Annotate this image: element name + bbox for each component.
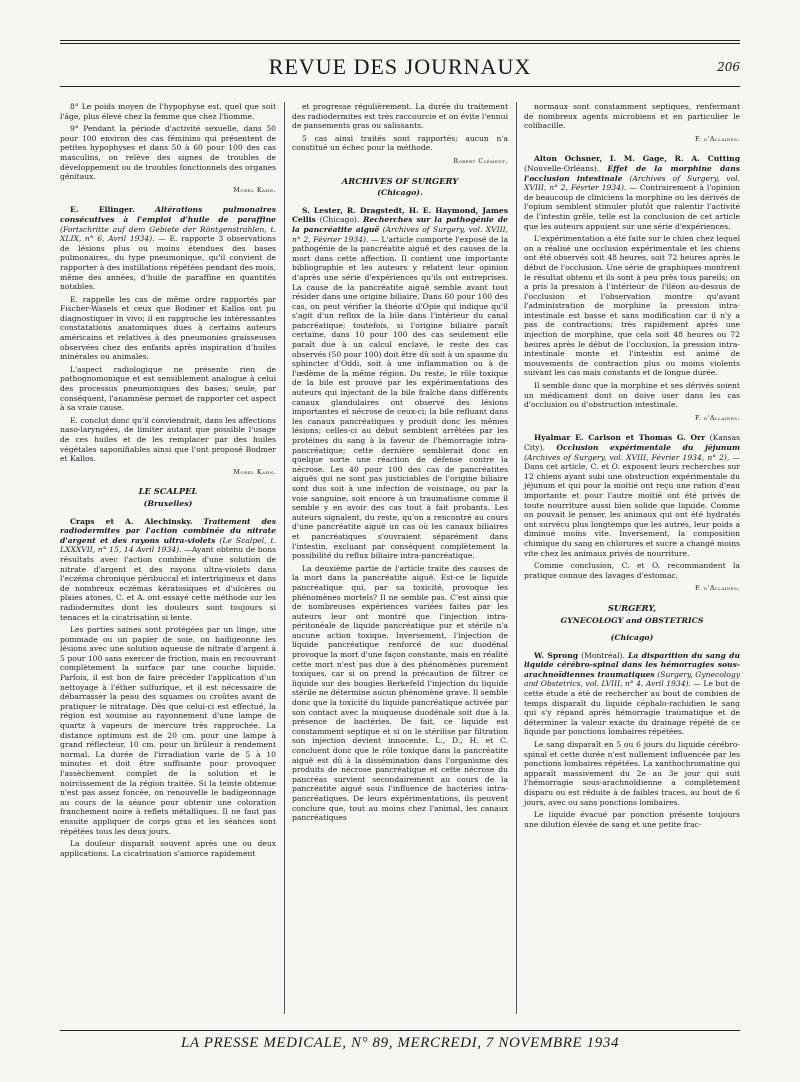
article-body: — E. rapporte 3 observations de lésions plus ou moins étendues des bases pulmonaires, du type pneumonique, qu'il convient de rapporter à des instillations répétées pendant des mois, même des années, d'huile de paraffine en quantités notables. [60, 234, 276, 292]
journal-section-title: ARCHIVES OF SURGERY [341, 175, 459, 186]
article-authors: S. Lester, R. Dragstedt, H. E. Haymond, James Cellis [292, 205, 508, 225]
article-authors: Hyalmar E. Carlson et Thomas G. Orr [534, 433, 706, 443]
author-signature: F. d'Allaines. [694, 134, 740, 143]
article-title: Recherches sur la pathogénie de la pancréatite aiguë [292, 215, 509, 234]
paragraph: 5 cas ainsi traités sont rapportés; aucun n'a constitué un échec pour la méthode. [292, 133, 508, 153]
article-header [60, 205, 276, 291]
article-source: (Archives of Surgery, vol. XVIII, n° 2, Février 1934). [524, 173, 740, 193]
masthead [60, 54, 740, 82]
paragraph: normaux sont constamment septiques, renfermant de nombreux agents microbiens et en particulier le colibacille. [524, 102, 740, 131]
article-body: — Contrairement à l'opinion de beaucoup de cliniciens la morphine ou les dérivés de l'opium semblent stimuler plutôt que ralentir l'activité de l'intestin grêle, telle est la conclusion de cet article que les auteurs appuient sur une série d'expériences. [524, 183, 740, 231]
article-authors: Craps et A. Alechinsky. [70, 516, 193, 526]
article-source: (Surgery, Gynecology and Obstetrics, vol. LVIII, n° 4, Avril 1934). [524, 669, 740, 689]
article-city: (Kansas City). [524, 433, 740, 452]
author-signature: Morel Kahn. [233, 185, 276, 194]
article-title: Altérations pulmonaires consécutives à l'emploi d'huile de paraffine [60, 205, 276, 224]
column-2 [292, 102, 508, 826]
column-3 [524, 102, 740, 832]
article-source: (Le Scalpel, t. LXXXVII, n° 15, 14 Avril 1934). [60, 535, 276, 555]
page-footer [60, 1030, 740, 1052]
journal-city: (Chicago). [377, 188, 423, 198]
paragraph: Les parties saines sont protégées par un linge, une pommade ou un papier de soie, on badigeonne les lésions avec une solution aqueuse de nitrate d'argent à 5 pour 100 sans exercer de friction, mais en recouvrant complètement la surface par une couche liquide. Parfois, il est bon de faire précéder l'application d'un nettoyage à l'éther sulfurique, et il est nécessaire de débarrasser la peau des squames ou croûtes avant de pratiquer le nitratage. Dès que celui-ci est effectué, la région est soumise au rayonnement d'une lampe de quartz à vapeurs de mercure très rapprochée. La distance optimum est de 20 cm. pour une lampe à grand réflecteur, 10 cm. pour un brûleur à rendement normal. La durée de l'irradiation varie de 5 à 10 minutes et doit être suffisante pour provoquer l'assèchement complet de la solution et le noircissement de la région traitée. Si la teinte obtenue n'est pas assez foncée, on renouvelle le badigeonnage au cours de la séance pour obtenir une coloration franchement noire à reflets métalliques. Il ne faut pas ensuite appliquer de corps gras et les séances sont répétées tous les deux jours. [60, 625, 276, 836]
article-body: — Dans cet article, C. et O. exposent leurs recherches sur 12 chiens ayant subi une obstruction expérimentale du jéjunum et qui pour la moitié ont reçu une ration d'eau importante et pour l'autre moitié ont été privés de toute nourriture aussi bien solide que liquide. Comme on pouvait le penser, les animaux qui ont été hydratés ont survécu plus longtemps que les autres, leur poids a diminué moins vite. Inversement, la composition chimique du sang en chlorures et sucre a changé moins vite chez les animaux privés de nourriture. [524, 452, 740, 558]
paragraph: La douleur disparaît souvent après une ou deux applications. La cicatrisation s'amorce rapidement [60, 839, 276, 858]
article-city: (Montréal). [578, 650, 629, 660]
article-source: (Archives of Surgery, vol. XVIII, Février 1934, n° 2), [524, 452, 730, 462]
journal-page [60, 40, 740, 1050]
journal-section-title: SURGERY, [607, 602, 657, 613]
author-signature: Robert Clément. [453, 156, 508, 165]
article-authors: E. Ellinger. [70, 205, 135, 215]
author-signature: F. d'Allaines. [694, 584, 740, 593]
journal-city: (Bruxelles) [143, 498, 193, 508]
footer-text: LA PRESSE MEDICALE, N° 89, MERCREDI, 7 NOVEMBRE 1934 [180, 1035, 620, 1051]
article-header [524, 651, 740, 737]
column-divider [516, 102, 517, 1014]
article-header [60, 517, 276, 623]
paragraph: Le sang disparaît en 5 ou 6 jours du liquide cérébro-spinal et cette durée n'est nullement influencée par les ponctions lombaires répétées. La xanthochromatine qui apparaît massivement du 2e au 3e jour qui suit l'hémorragie sous-arachnoïdienne a complètement disparu ou est réduite à de faibles traces, au bout de 6 jours, avec ou sans ponctions lombaires. [524, 740, 740, 807]
top-rule [60, 40, 740, 41]
article-city: (Nouvelle-Orléans). [524, 163, 608, 173]
paragraph: E. rappelle les cas de même ordre rapportés par Fischer-Wasels et ceux que Bodmer et Kallos ont pu diagnostiquer in vivo; il en rapproche les intéressantes constatations anatomiques dues à certains auteurs américains et relatives à des pneumonies graisseuses observées chez des enfants après inspiration d'huiles minérales ou animales. [60, 294, 276, 362]
article-title: La disparition du sang du liquide cérébro-spinal dans les hémorragies sous-arachnoïdiennes traumatiques [524, 650, 740, 679]
page-number: 206 [717, 60, 740, 74]
paragraph: Comme conclusion, C. et O. recommandent la pratique connue des lavages d'estomac. [524, 561, 740, 580]
paragraph: et progresse régulièrement. La durée du traitement des radiodermites est très raccourcie et on évite l'ennui de pansements gras ou salissants. [292, 102, 508, 131]
article-header [524, 154, 740, 231]
article-body: — Le but de cette étude a été de rechercher au bout de combien de temps disparaît du liquide céphalo-rachidien le sang qui s'y répand après hémorragie traumatique et de déterminer la valeur exacte du drainage répété de ce liquide par ponctions lombaires répétées. [524, 679, 740, 737]
masthead-rule [60, 86, 740, 87]
paragraph: 8° Le poids moyen de l'hypophyse est, quel que soit l'âge, plus élevé chez la femme que chez l'homme. [60, 102, 276, 121]
column-1 [60, 102, 276, 861]
article-title: Occlusion expérimentale du jéjunum [556, 443, 740, 452]
page-title: REVUE DES JOURNAUX [268, 54, 532, 79]
article-authors: Alton Ochsner, I. M. Gage, R. A. Cutting [534, 154, 740, 164]
article-city: (Chicago). [315, 215, 364, 225]
paragraph: L'aspect radiologique ne présente rien de pathognomonique et est sensiblement analogue à celui des processus pneumoniques des bases; seule, par conséquent, l'anamnèse permet de rapporter cet aspect à sa vraie cause. [60, 364, 276, 413]
paragraph: Le liquide évacué par ponction présente toujours une dilution élevée de sang et une petite frac- [524, 810, 740, 829]
article-source: (Fortschritte auf dem Gebiete der Röntgenstrahlen, t. XLIX, n° 6, Avril 1934). [60, 224, 276, 244]
article-header [292, 206, 508, 561]
paragraph: 9° Pendant la période d'activité sexuelle, dans 50 pour 100 environ des cas féminins qui présentent de petites hypophyses et dans 50 à 60 pour 100 des cas masculins, on relève des signes de troubles de développement ou de troubles fonctionnels des organes génitaux. [60, 124, 276, 182]
article-header [524, 433, 740, 558]
top-rule-2 [60, 43, 740, 44]
author-signature: F. d'Allaines. [694, 413, 740, 422]
author-signature: Morel Kahn. [233, 467, 276, 476]
article-title: Traitement des radiodermites par l'action combinée du nitrate d'argent et des rayons ultra-violets [60, 516, 276, 545]
article-title: Effet de la morphine dans l'occlusion intestinale [524, 163, 741, 183]
paragraph: L'expérimentation a été faite sur le chien chez lequel on a réalisé une occlusion expérimentale et les chiens ont été observés soit 48 heures, soit 72 heures après le début de l'occlusion. Une série de graphiques montrent le résultat obtenu et ils sont à peu près tous pareils; on a pris la pression à l'intérieur de l'iléon au-dessus de l'occlusion et l'observation montre qu'avant l'administration de morphine la pression intra-intestinale est basse et sans modification car il n'y a pas de contractions; très rapidement après une injection de morphine, que cela soit 48 heures ou 72 heures après le début de l'occlusion, la pression intra-intestinale monte et l'intestin est animé de mouvements de contraction plus ou moins violents suivant les cas mais constants et de longue durée. [524, 234, 740, 378]
article-body: — L'article comporte l'exposé de la pathogénie de la pancréatite aiguë et des causes de la mort dans cette affection. Il contient une importante bibliographie et les auteurs y relatent leur opinion d'après une série d'expériences qu'ils ont entreprises. La cause de la pancréatite aiguë semble avant tout résider dans une origine biliaire. Dans 60 pour 100 des cas, on peut vérifier la théorie d'Opie qui indique qu'il s'agit d'un reflux de la bile dans l'intérieur du canal pancréatique; toutefois, si l'origine biliaire paraît certaine, dans 10 pour 100 des cas seulement elle paraît due à un calcul enclavé, le reste des cas observés (50 pour 100) doit être dû soit à un spasme du sphincter d'Oddi, soit à une inflammation ou à de l'œdème de la même région. Du reste, le rôle toxique de la bile est prouvé par les expérimentations des auteurs qui injectant de la bile fraîche dans différents canaux glandulaires ont observé des lésions importantes et nécrose de ceux-ci; la bile refluant dans les canaux pancréatiques y produit donc les mêmes lésions; celles-ci au début semblent arrêtées par les protéines du sang à la faveur de l'hémorragie intra-pancréatique; cette dernière semblerait donc en quelque sorte une réaction de défense contre la nécrose. Les 40 pour 100 des cas de pancréatites aiguës qui ne sont pas justiciables de l'origine biliaire sont dus soit à une infection de voisinage, ou par la voie sanguine, soit encore à un traumatisme comme il semble y en avoir des cas tout à fait probants. Les auteurs signalent, du reste, qu'on a rencontré au cours d'une pancréatite aiguë un cas où les canaux biliaires et pancréatiques s'ouvraient séparément dans l'intestin, excluant par conséquent complètement la possibilité du reflux biliaire intra-pancréatique. [292, 234, 508, 561]
column-divider [284, 102, 285, 1014]
article-source: (Archives of Surgery, vol. XVIII, n° 2, Février 1934). [292, 224, 508, 244]
paragraph: Il semble donc que la morphine et ses dérivés soient un médicament dont on doive user dans les cas d'occlusion ou d'obstruction intestinale. [524, 381, 740, 410]
journal-city: (Chicago) [610, 633, 654, 643]
article-body: —Ayant obtenu de bons résultats avec l'action combinée d'une solution de nitrate d'argent et des rayons ultra-violets dans l'eczéma chronique péribuccal et intertrigineux et dans de nombreux eczémas kératosiques et d'ulcères ou plaies atones, C. et A. ont essayé cette méthode sur les radiodermites dont les douleurs sont toujours si tenaces et la cicatrisation si lente. [60, 545, 276, 622]
article-authors: W. Sprong [534, 650, 579, 660]
journal-section-title: LE SCALPEL [138, 486, 198, 497]
paragraph: La deuxième partie de l'article traite des causes de la mort dans la pancréatite aiguë. Est-ce le liquide pancréatique qui, par sa toxicité, provoque les phénomènes mortels? Il ne semble pas. C'est ainsi que de nombreuses expériences variées faites par les auteurs leur ont montré que l'injection intra-péritonéale de liquide pancréatique pur et stérile n'a aucune action toxique. Inversement, l'injection de liquide pancréatique renforcé de suc duodénal provoque la mort d'une façon constante, mais en réalité cette mort n'est pas due à des phénomènes purement toxiques, car si on prend la précaution de filtrer ce liquide sur des bougies Berkefeld l'injection du liquide stérile ne détermine aucun phénomène grave. Il semble donc que la toxicité du liquide pancréatique activée par son contact avec la muqueuse duodénale soit due à la présence de bactéries. De fait, ce liquide est constamment septique et si on le stérilise par filtration son injection devient innocente. L., D., H. et C. concluent donc que le rôle toxique dans la pancréatite aiguë est dû à la dissémination dans l'organisme des produits de nécrose pancréatique et cette nécrose du pancréas survient secondairement au cours de la pancréatite aiguë sous l'influence de bactéries intra-pancréatiques. De leurs expérimentations, ils peuvent conclure que, tout au moins chez l'animal, les canaux pancréatiques [292, 563, 508, 823]
journal-section-subtitle: GYNECOLOGY and OBSTETRICS [560, 615, 704, 625]
paragraph: E. conclut donc qu'il conviendrait, dans les affections naso-laryngées, de limiter autant que possible l'usage de ces huiles et de les remplacer par des huiles végétales saponifiables ainsi que l'ont proposé Bodmer et Kallos. [60, 415, 276, 464]
